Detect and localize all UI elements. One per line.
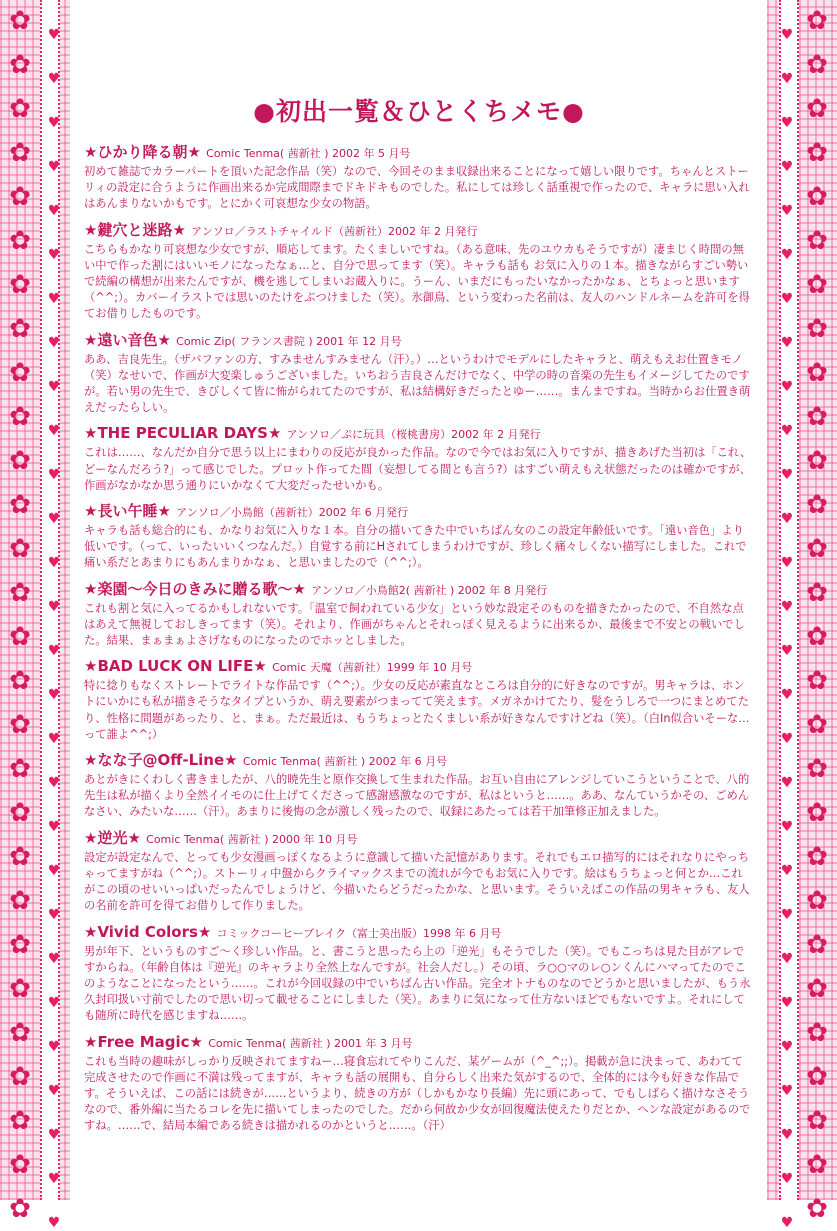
flower-icon: ✿ bbox=[806, 930, 828, 960]
entry-nagai-gosui bbox=[84, 501, 754, 572]
entry-peculiar-days bbox=[84, 423, 754, 494]
flower-icon: ✿ bbox=[806, 182, 828, 212]
flower-icon: ✿ bbox=[806, 226, 828, 256]
heart-icon: ♥ bbox=[47, 555, 61, 571]
entry-meta: アンソロ／小鳥館2( 茜新社 ) 2002 年 8 月発行 bbox=[311, 583, 548, 597]
flower-icon: ✿ bbox=[806, 50, 828, 80]
heart-icon: ♥ bbox=[780, 731, 794, 747]
flower-icon: ✿ bbox=[9, 1194, 31, 1224]
heart-icon: ♥ bbox=[780, 379, 794, 395]
entry-title: ★楽園〜今日のきみに贈る歌〜★ bbox=[84, 579, 306, 598]
heart-icon: ♥ bbox=[47, 467, 61, 483]
entry-title: ★THE PECULIAR DAYS★ bbox=[84, 424, 282, 443]
entry-title: ★遠い音色★ bbox=[84, 330, 171, 349]
page-title: ●初出一覧＆ひとくちメモ● bbox=[253, 97, 585, 126]
heart-icon: ♥ bbox=[47, 335, 61, 351]
entry-title: ★鍵穴と迷路★ bbox=[84, 220, 186, 239]
entry-title: ★ひかり降る朝★ bbox=[84, 143, 201, 161]
flower-icon: ✿ bbox=[806, 886, 828, 916]
flower-icon: ✿ bbox=[806, 622, 828, 652]
flower-icon: ✿ bbox=[806, 578, 828, 608]
entry-title: ★BAD LUCK ON LIFE★ bbox=[84, 657, 267, 676]
heart-icon: ♥ bbox=[47, 1127, 61, 1143]
flower-icon: ✿ bbox=[806, 1194, 828, 1224]
flower-icon: ✿ bbox=[9, 138, 31, 168]
heart-icon: ♥ bbox=[47, 775, 61, 791]
flower-icon: ✿ bbox=[9, 226, 31, 256]
flower-icon: ✿ bbox=[806, 446, 828, 476]
flower-icon: ✿ bbox=[9, 754, 31, 784]
heart-icon: ♥ bbox=[780, 1039, 794, 1055]
left-decorative-border bbox=[0, 0, 70, 1231]
flower-icon: ✿ bbox=[806, 6, 828, 36]
entry-meta: コミックコーヒーブレイク（富士美出版）1998 年 6 月号 bbox=[216, 926, 502, 940]
entry-free-magic bbox=[84, 1032, 754, 1135]
entry-body: これも当時の趣味がしっかり反映されてますねー…寝食忘れてやりこんだ、某ゲームが（^_^;;）。掲載が急に決まって、あわてて完成させたので作画に不満は残ってますが、キャラも話の展開も、自分らしく出来た気がするので、全体的には今も好きな作品です。そういえば、この話には続きが……というより、続きの方が（しかもかなり長編）先に頭にあって、でもしばらく描けなさそうなので、番外編に当たるコレを先に描いてしまったのでした。だから何故か少女が回復魔法使えたりだとか、ヘンな設定があるのですね。……で、結局本編である続きは描かれるのかというと……。（汗） bbox=[84, 1054, 751, 1133]
entry-body: キャラも話も総合的にも、かなりお気に入りな１本。自分の描いてきた中でいちばん女のこの設定年齢低いです。「遠い音色」より低いです。（って、いったいいくつなんだ。）自覚する前にHされてしまうわけですが、珍しく痛々しくない描写にしました。これで痛い系だとあまりにもあんまりかなぁ、と思いましたので（^^;）。 bbox=[84, 524, 747, 570]
heart-icon: ♥ bbox=[780, 555, 794, 571]
heart-icon: ♥ bbox=[780, 951, 794, 967]
flower-icon: ✿ bbox=[9, 270, 31, 300]
flower-icon: ✿ bbox=[9, 50, 31, 80]
entry-body: 設定が設定なんで、とっても少女漫画っぽくなるように意識して描いた記憶があります。それでもエロ描写的にはそれなりにやっちゃってますがね（^^;）。ストーリィ中盤からクライマックスまでの流れが今でもお気に入りです。絵はもうちょっと何とか…これがこの頃のせいいっぱいだったんでしょうけど、今描いたらどうだったかな、と思います。そういえばこの作品の男キャラも、友人の名前を許可を得てお借りして作りました。 bbox=[84, 850, 750, 913]
heart-icon: ♥ bbox=[47, 995, 61, 1011]
flower-icon: ✿ bbox=[806, 666, 828, 696]
heart-icon: ♥ bbox=[47, 819, 61, 835]
flower-icon: ✿ bbox=[9, 798, 31, 828]
flower-icon: ✿ bbox=[9, 930, 31, 960]
entry-header bbox=[84, 828, 754, 850]
entry-bad-luck bbox=[84, 656, 754, 743]
heart-icon: ♥ bbox=[47, 291, 61, 307]
entry-vivid-colors bbox=[84, 922, 754, 1025]
entry-meta: Comic 天魔（茜新社）1999 年 10 月号 bbox=[272, 661, 473, 675]
entry-header bbox=[84, 750, 754, 772]
heart-icon: ♥ bbox=[780, 511, 794, 527]
heart-icon: ♥ bbox=[47, 511, 61, 527]
flower-icon: ✿ bbox=[9, 490, 31, 520]
entry-body: これは……、なんだか自分で思う以上にまわりの反応が良かった作品。なので今ではお気に入りですが、描きあげた当初は「これ、どーなんだろう?」って感じでした。プロット作ってた間（妄想してる間とも言う?）はすごい萌えもえ状態だったのは確かですが、作画がなかなか思う通りにいかなくて大変だったせいかも。 bbox=[84, 446, 752, 492]
heart-icon: ♥ bbox=[47, 1215, 61, 1231]
entry-header bbox=[84, 501, 754, 523]
flower-icon: ✿ bbox=[9, 6, 31, 36]
flower-icon: ✿ bbox=[9, 974, 31, 1004]
flower-icon: ✿ bbox=[806, 314, 828, 344]
entry-header bbox=[84, 1032, 754, 1054]
entry-body: 男が年下、というものすご〜く珍しい作品。と、書こうと思ったら上の「逆光」もそうでした（笑）。でもこっちは見た目がアレですからね。（年齢自体は『逆光』のキャラより全然上なんですが。社会人だし。）その頃、ラ○○マのレ○ンくんにハマってたのでこのようなことになったという……。これが今回収録の中でいちばん古い作品。完全オトナものなのでどうかと思いましたが、もう永久封印扱い寸前でしたので思い切って載せることにしました（笑）。あまりに気になって仕方ないほどでもないですよ。それにしても随所に時代を感じますね……。 bbox=[84, 944, 751, 1023]
entry-header bbox=[84, 423, 754, 445]
heart-icon: ♥ bbox=[780, 643, 794, 659]
heart-icon: ♥ bbox=[780, 819, 794, 835]
entry-nanako bbox=[84, 750, 754, 821]
entry-meta: Comic Zip( フランス書院 ) 2001 年 12 月号 bbox=[176, 334, 402, 348]
entry-kagiana bbox=[84, 220, 754, 323]
heart-icon: ♥ bbox=[47, 907, 61, 923]
heart-icon: ♥ bbox=[780, 775, 794, 791]
flower-icon: ✿ bbox=[806, 138, 828, 168]
heart-icon: ♥ bbox=[780, 1083, 794, 1099]
heart-icon: ♥ bbox=[47, 731, 61, 747]
entry-rakuen bbox=[84, 579, 754, 650]
flower-icon: ✿ bbox=[806, 94, 828, 124]
heart-icon: ♥ bbox=[780, 467, 794, 483]
heart-icon: ♥ bbox=[780, 1215, 794, 1231]
heart-icon: ♥ bbox=[47, 1171, 61, 1187]
heart-icon: ♥ bbox=[780, 1127, 794, 1143]
entry-title: ★長い午睡★ bbox=[84, 502, 171, 521]
entry-meta: Comic Tenma( 茜新社 ) 2000 年 10 月号 bbox=[146, 832, 358, 846]
heart-icon: ♥ bbox=[47, 379, 61, 395]
heart-icon: ♥ bbox=[780, 599, 794, 615]
entry-header bbox=[84, 142, 754, 164]
entry-body: これも割と気に入ってるかもしれないです。「温室で飼われている少女」という妙な設定そのものを描きたかったので、不自然な点はあえて無視しておしきってます（笑）。それより、作画がちゃんとそれっぽく見えるように出来るか、最後まで不安との戦いでした。結果、まぁまぁよさげなものになったのでホッとしました。 bbox=[84, 601, 745, 648]
flower-icon: ✿ bbox=[806, 974, 828, 1004]
heart-icon: ♥ bbox=[780, 159, 794, 175]
flower-icon: ✿ bbox=[9, 666, 31, 696]
flower-icon: ✿ bbox=[806, 1150, 828, 1180]
flower-icon: ✿ bbox=[806, 1106, 828, 1136]
heart-icon: ♥ bbox=[780, 27, 794, 43]
entry-body: あとがきにくわしく書きましたが、八的暁先生と原作交換して生まれた作品。お互い自由にアレンジしていこうということで、八的先生は私が描くより全然イイモのに仕上げてくださって感謝感激なのですが、私はというと……。ああ、なんていうかその、ごめんなさい、みたいな……（汗）。あまりに後悔の念が激しく残ったので、収録にあたっては若干加筆修正加えました。 bbox=[84, 773, 750, 819]
entry-header bbox=[84, 922, 754, 944]
flower-icon: ✿ bbox=[9, 402, 31, 432]
content-panel bbox=[84, 92, 754, 1142]
flower-icon: ✿ bbox=[806, 358, 828, 388]
heart-icon: ♥ bbox=[47, 423, 61, 439]
flower-icon: ✿ bbox=[806, 490, 828, 520]
entry-title: ★Vivid Colors★ bbox=[84, 922, 212, 941]
heart-icon: ♥ bbox=[780, 907, 794, 923]
flower-icon: ✿ bbox=[9, 94, 31, 124]
flower-icon: ✿ bbox=[9, 710, 31, 740]
flower-icon: ✿ bbox=[9, 886, 31, 916]
flower-icon: ✿ bbox=[806, 1062, 828, 1092]
heart-icon: ♥ bbox=[47, 159, 61, 175]
heart-icon: ♥ bbox=[780, 203, 794, 219]
flower-icon: ✿ bbox=[9, 314, 31, 344]
flower-icon: ✿ bbox=[806, 842, 828, 872]
heart-icon: ♥ bbox=[780, 423, 794, 439]
entry-body: 初めて雑誌でカラーパートを頂いた記念作品（笑）なので、今回そのまま収録出来ることになって嬉しい限りです。ちゃんとストーリィの設定に合うように作画出来るか完成間際までドキドキものでした。私にしては珍しく話重視で作ったので、キャラに思い入れはあんまりないかもです。とにかく可哀想な少女の物語。 bbox=[84, 165, 750, 211]
heart-icon: ♥ bbox=[47, 643, 61, 659]
flower-icon: ✿ bbox=[9, 446, 31, 476]
entry-hikari bbox=[84, 142, 754, 213]
flower-icon: ✿ bbox=[9, 1106, 31, 1136]
entry-header bbox=[84, 220, 754, 242]
flower-icon: ✿ bbox=[9, 358, 31, 388]
heart-icon: ♥ bbox=[47, 1083, 61, 1099]
flower-icon: ✿ bbox=[806, 754, 828, 784]
flower-icon: ✿ bbox=[806, 1018, 828, 1048]
entry-title: ★Free Magic★ bbox=[84, 1032, 203, 1051]
flower-icon: ✿ bbox=[806, 710, 828, 740]
entry-title: ★逆光★ bbox=[84, 828, 141, 847]
flower-icon: ✿ bbox=[9, 1062, 31, 1092]
flower-icon: ✿ bbox=[806, 534, 828, 564]
entry-meta: アンソロ／ぷに玩具（桜桃書房）2002 年 2 月発行 bbox=[286, 428, 541, 442]
flower-icon: ✿ bbox=[806, 270, 828, 300]
heart-icon: ♥ bbox=[780, 291, 794, 307]
flower-icon: ✿ bbox=[9, 622, 31, 652]
heart-icon: ♥ bbox=[47, 27, 61, 43]
entry-body: 特に捻りもなくストレートでライトな作品です（^^;）。少女の反応が素直なところは自分的に好きなのですが。男キャラは、ホントにいかにも私が描きそうなタイプというか、萌え要素がつまってて笑えます。メガネかけてたり、髪をうしろで一つにまとめてたり、性格に問題があったり、と、まぁ。ただ最近は、もうちょっとたくましい系が好きなんですけどね（笑）。（白In似合いそーな…って誰よ^^;） bbox=[84, 679, 750, 741]
entry-meta: アンソロ／ラストチャイルド（茜新社）2002 年 2 月発行 bbox=[191, 224, 478, 238]
flower-icon: ✿ bbox=[9, 534, 31, 564]
heart-icon: ♥ bbox=[47, 687, 61, 703]
heart-icon: ♥ bbox=[47, 951, 61, 967]
entry-header bbox=[84, 656, 754, 678]
entry-header bbox=[84, 579, 754, 601]
entry-meta: Comic Tenma( 茜新社 ) 2002 年 6 月号 bbox=[242, 755, 448, 769]
entry-gyakko bbox=[84, 828, 754, 915]
entry-meta: Comic Tenma( 茜新社 ) 2001 年 3 月号 bbox=[208, 1036, 413, 1050]
flower-icon: ✿ bbox=[9, 182, 31, 212]
heart-icon: ♥ bbox=[47, 1039, 61, 1055]
entry-tooi-neiro bbox=[84, 330, 754, 417]
heart-icon: ♥ bbox=[780, 687, 794, 703]
flower-icon: ✿ bbox=[9, 1150, 31, 1180]
entry-meta: アンソロ／小鳥館（茜新社）2002 年 6 月発行 bbox=[176, 506, 409, 520]
entry-body: ああ、吉良先生。（ザバファンの方、すみませんすみません（汗）。）…というわけでモデルにしたキャラと、萌えもえお仕置きモノ（笑）なせいで、作画が大変楽しゅうございました。いちおう吉良さんだけでなく、中学の時の音楽の先生もイメージしてたのですが。若い男の先生で、きびしくて皆に怖がられてたのですが、私は結構好きだったとゆー……。まんまですね。当時からお仕置き萌えだったらしい。 bbox=[84, 352, 751, 415]
heart-icon: ♥ bbox=[47, 71, 61, 87]
heart-icon: ♥ bbox=[780, 1171, 794, 1187]
entry-meta: Comic Tenma( 茜新社 ) 2002 年 5 月号 bbox=[206, 147, 411, 160]
heart-icon: ♥ bbox=[780, 995, 794, 1011]
heart-icon: ♥ bbox=[780, 71, 794, 87]
heart-icon: ♥ bbox=[47, 599, 61, 615]
heart-icon: ♥ bbox=[780, 863, 794, 879]
flower-icon: ✿ bbox=[9, 578, 31, 608]
heart-icon: ♥ bbox=[780, 115, 794, 131]
heart-icon: ♥ bbox=[780, 247, 794, 263]
flower-icon: ✿ bbox=[9, 1018, 31, 1048]
heart-icon: ♥ bbox=[47, 247, 61, 263]
heart-icon: ♥ bbox=[47, 115, 61, 131]
entry-title: ★なな子@Off-Line★ bbox=[84, 751, 238, 770]
heart-icon: ♥ bbox=[47, 203, 61, 219]
flower-icon: ✿ bbox=[806, 798, 828, 828]
flower-icon: ✿ bbox=[806, 402, 828, 432]
heart-icon: ♥ bbox=[47, 863, 61, 879]
heart-icon: ♥ bbox=[780, 335, 794, 351]
entry-header bbox=[84, 330, 754, 352]
right-decorative-border bbox=[767, 0, 837, 1231]
flower-icon: ✿ bbox=[9, 842, 31, 872]
entry-body: こちらもかなり可哀想な少女ですが、順応してます。たくましいですね。（ある意味、先のユウカもそうですが）凄まじく時間の無い中で作った割にはいいモノになったなぁ…と、自分で思ってます（笑）。キャラも話も お気に入りの１本。描きながらすごい勢いで続編の構想が出来たんですが、機を逃してしまいお蔵入りに。うーん、いまだにもったいなかったかなぁ、とちょっと思います（^^;）。カバーイラストでは思いのたけをぶつけました（笑）。氷御鳥、という変わった名前は、友人のハンドルネームを許可を得てお借りしたものです。 bbox=[84, 242, 750, 321]
